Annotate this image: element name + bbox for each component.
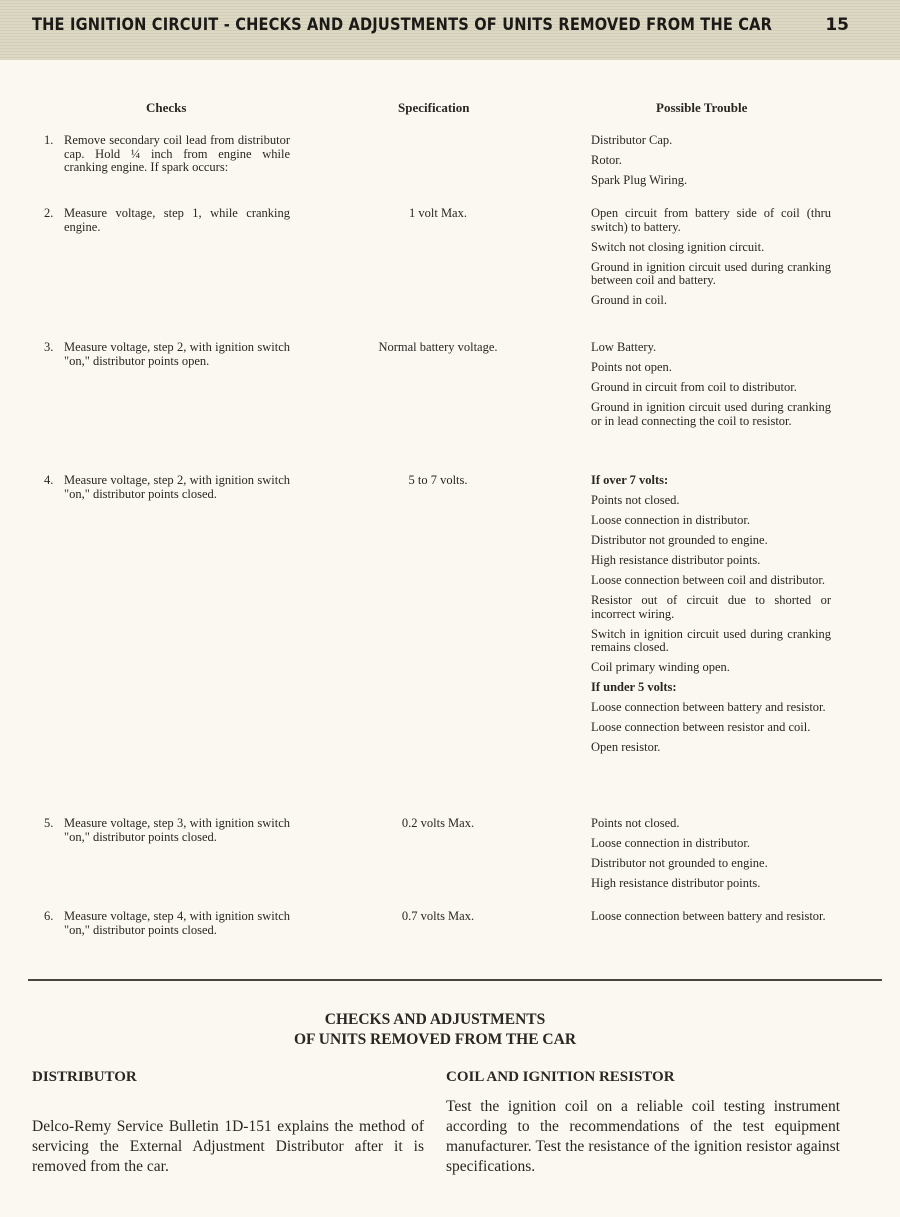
trouble-item: Distributor not grounded to engine. — [591, 856, 768, 870]
trouble-item: Ground in circuit from coil to distributor. — [591, 380, 797, 394]
check-number: 3. — [44, 340, 54, 354]
check-number: 1. — [44, 133, 54, 147]
coil-heading: COIL AND IGNITION RESISTOR — [446, 1069, 675, 1085]
specification-cell: 0.7 volts Max. — [401, 909, 475, 923]
trouble-list — [591, 474, 831, 761]
check-cell — [44, 134, 290, 175]
trouble-item: Distributor not grounded to engine. — [591, 533, 768, 547]
check-cell — [44, 474, 290, 501]
section-title-line-2: OF UNITS REMOVED FROM THE CAR — [293, 1031, 577, 1048]
trouble-item: Low Battery. — [591, 340, 657, 354]
trouble-item: Switch not closing ignition circuit. — [591, 239, 765, 254]
check-cell — [44, 817, 290, 844]
column-header-possible-trouble: Possible Trouble — [656, 100, 748, 115]
check-text: Measure voltage, step 2, with ignition switch "on," distributor points closed. — [64, 473, 290, 501]
trouble-item: Loose connection in distributor. — [591, 513, 751, 527]
check-number: 5. — [44, 816, 54, 830]
trouble-item: Switch in ignition circuit used during cranking remains closed. — [591, 626, 831, 654]
trouble-item: Loose connection between coil and distributor. — [591, 573, 825, 587]
trouble-item: Coil primary winding open. — [591, 660, 730, 674]
check-cell — [44, 341, 290, 368]
trouble-item: Points not open. — [591, 360, 672, 374]
coil-paragraph: Test the ignition coil on a reliable coil testing instrument according to the recommendations of the test equipment manufacturer. Test the resistance of the ignition resistor against specifications. — [446, 1098, 840, 1175]
trouble-item: Open circuit from battery side of coil (thru switch) to battery. — [591, 206, 831, 234]
trouble-item: High resistance distributor points. — [591, 876, 761, 890]
distributor-paragraph: Delco-Remy Service Bulletin 1D-151 explains the method of servicing the External Adjustment Distributor after it is removed from the car. — [32, 1118, 424, 1175]
trouble-item: Resistor out of circuit due to shorted or incorrect wiring. — [591, 593, 831, 621]
trouble-subheading: If over 7 volts: — [591, 473, 669, 487]
trouble-list — [591, 207, 831, 314]
check-cell — [44, 207, 290, 234]
trouble-item: Loose connection between battery and resistor. — [591, 700, 826, 714]
trouble-item: Loose connection in distributor. — [591, 836, 751, 850]
distributor-heading: DISTRIBUTOR — [32, 1069, 137, 1085]
specification-cell: Normal battery voltage. — [378, 340, 498, 354]
section-divider — [28, 979, 882, 981]
trouble-item: Ground in coil. — [591, 293, 668, 307]
trouble-item: Points not closed. — [591, 493, 680, 507]
trouble-item: Distributor Cap. — [591, 133, 673, 147]
check-text: Measure voltage, step 3, with ignition switch "on," distributor points closed. — [64, 816, 290, 844]
trouble-item: Loose connection between battery and resistor. — [591, 909, 826, 923]
trouble-item: High resistance distributor points. — [591, 553, 761, 567]
trouble-item: Loose connection between resistor and coil. — [591, 720, 811, 734]
column-header-checks: Checks — [146, 100, 187, 115]
specification-cell: 0.2 volts Max. — [401, 816, 475, 830]
specification-cell: 5 to 7 volts. — [408, 473, 468, 487]
check-text: Measure voltage, step 4, with ignition switch "on," distributor points closed. — [64, 909, 290, 937]
column-header-specification: Specification — [398, 100, 470, 115]
page-title: THE IGNITION CIRCUIT - CHECKS AND ADJUSTMENTS OF UNITS REMOVED FROM THE CAR — [32, 15, 773, 35]
section-title — [0, 1010, 870, 1050]
section-title-line-1: CHECKS AND ADJUSTMENTS — [324, 1011, 546, 1028]
check-number: 6. — [44, 909, 54, 923]
check-text: Measure voltage, step 2, with ignition switch "on," distributor points open. — [64, 340, 290, 368]
check-text: Measure voltage, step 1, while cranking engine. — [64, 206, 290, 234]
trouble-list — [591, 341, 831, 435]
trouble-list — [591, 817, 831, 897]
check-number: 4. — [44, 473, 54, 487]
trouble-subheading: If under 5 volts: — [591, 680, 677, 694]
trouble-item: Open resistor. — [591, 740, 661, 754]
check-cell — [44, 910, 290, 937]
trouble-item: Ground in ignition circuit used during cranking or in lead connecting the coil to resistor. — [591, 400, 831, 428]
check-number: 2. — [44, 206, 54, 220]
trouble-list — [591, 134, 831, 194]
page-number: 15 — [825, 15, 849, 35]
trouble-item: Spark Plug Wiring. — [591, 173, 688, 187]
trouble-item: Ground in ignition circuit used during cranking between coil and battery. — [591, 259, 831, 287]
trouble-list — [591, 910, 831, 930]
specification-cell: 1 volt Max. — [409, 206, 467, 220]
trouble-item: Points not closed. — [591, 816, 680, 830]
trouble-item: Rotor. — [591, 153, 622, 167]
check-text: Remove secondary coil lead from distributor cap. Hold ¼ inch from engine while cranking engine. If spark occurs: — [64, 133, 290, 174]
